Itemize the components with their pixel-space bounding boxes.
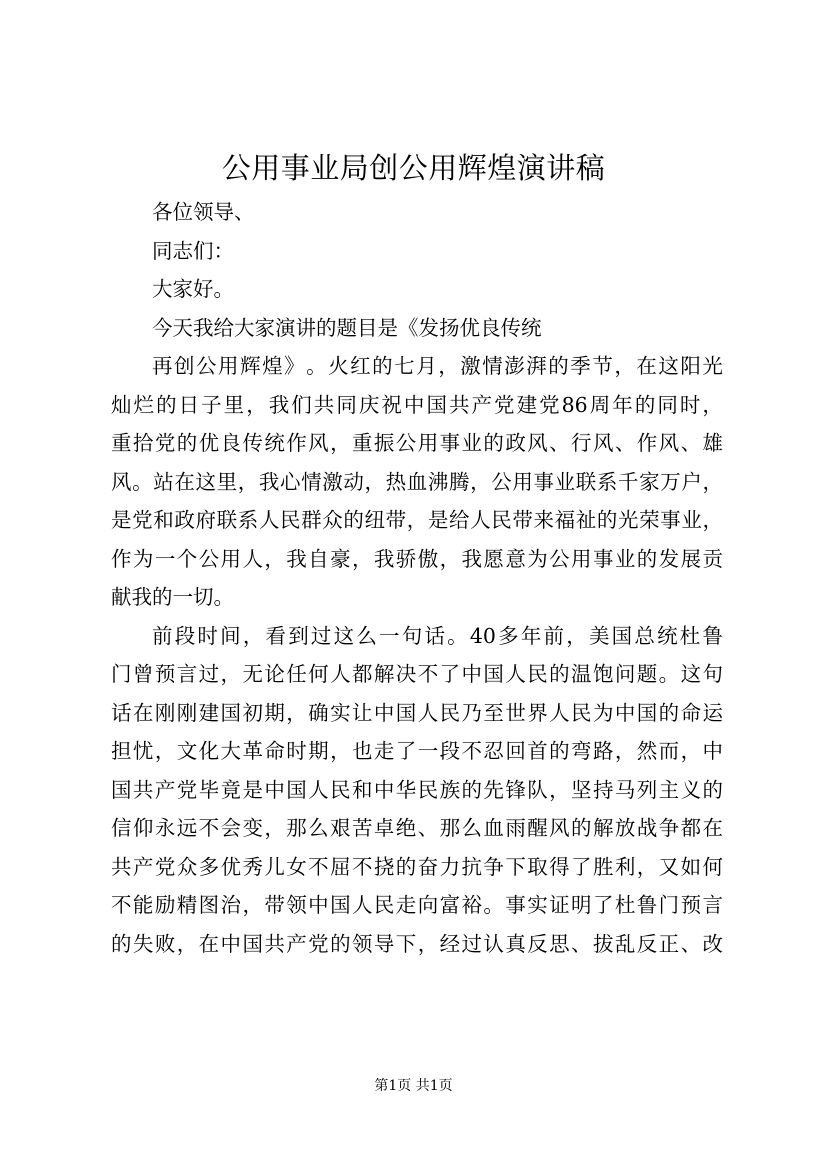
body-line-text: 大家好。 [152, 277, 234, 301]
body-line-text: 各位领导、 [152, 200, 255, 224]
body-line-text: 信 仰 永 远 不 会 变 ， 那 么 艰 苦 卓 绝 、 那 么 血 雨 醒 风 的 解 放 战 争 都 在 [111, 816, 723, 840]
body-line-text: 作 为 一 个 公 用 人 ， 我 自 豪 ， 我 骄 傲 ， 我 愿 意 为 公 用 事 业 的 发 展 贡 [111, 546, 723, 571]
body-line-text: 风 。 站 在 这 里 ， 我 心 情 激 动 ， 热 血 沸 腾 ， 公 用 事 业 联 系 千 家 万 户 ， [111, 469, 723, 494]
body-line [111, 424, 723, 463]
body-line-text: 不 能 励 精 图 治 ， 带 领 中 国 人 民 走 向 富 裕 。 事 实 证 明 了 杜 鲁 门 预 言 [111, 893, 723, 917]
body-line [111, 501, 723, 540]
body-line-text: 前 段 时 间 ， 看 到 过 这 么 一 句 话 。 40 多 年 前 ， 美 国 总 统 杜 鲁 [152, 623, 723, 648]
document-body [111, 193, 723, 963]
body-line-text: 国 共 产 党 毕 竟 是 中 国 人 民 和 中 华 民 族 的 先 锋 队 ， 坚 持 马 列 主 义 的 [111, 777, 723, 802]
body-line [111, 193, 723, 232]
body-line-text: 同志们： [152, 238, 234, 263]
body-line-text: 献我的一切。 [111, 585, 234, 609]
body-line-text: 担 忧 ， 文 化 大 革 命 时 期 ， 也 走 了 一 段 不 忍 回 首 的 弯 路 ， 然 而 ， 中 [111, 739, 723, 763]
body-line [111, 732, 723, 771]
body-line [111, 886, 723, 925]
body-line [111, 270, 723, 309]
body-line [111, 848, 723, 887]
body-line [111, 463, 723, 502]
body-line-text: 再 创 公 用 辉 煌 》 。 火 红 的 七 月 ， 激 情 澎 湃 的 季 节 ， 在 这 阳 光 [152, 354, 723, 378]
document-title: 公用事业局创公用辉煌演讲稿 [221, 151, 606, 185]
body-line [111, 771, 723, 810]
body-line-text: 今天我给大家演讲的题目是《发扬优良传统 [152, 315, 542, 340]
body-line [111, 386, 723, 425]
body-line [111, 232, 723, 271]
body-line [111, 925, 723, 964]
body-line [111, 655, 723, 694]
body-line [111, 694, 723, 733]
body-line [111, 617, 723, 656]
body-line [111, 809, 723, 848]
body-line [111, 578, 723, 617]
body-line-text: 的 失 败 ， 在 中 国 共 产 党 的 领 导 下 ， 经 过 认 真 反 思 、 拔 乱 反 正 、 改 [111, 931, 723, 956]
body-line-text: 灿 烂 的 日 子 里 ， 我 们 共 同 庆 祝 中 国 共 产 党 建 党 86 周 年 的 同 时 ， [111, 392, 723, 417]
body-line-text: 门 曾 预 言 过 ， 无 论 任 何 人 都 解 决 不 了 中 国 人 民 的 温 饱 问 题 。 这 句 [111, 662, 723, 686]
body-line [111, 309, 723, 348]
body-line [111, 347, 723, 386]
page-footer: 第1页 共1页 [374, 1078, 453, 1094]
body-line-text: 重 拾 党 的 优 良 传 统 作 风 ， 重 振 公 用 事 业 的 政 风 、 行 风 、 作 风 、 雄 [111, 431, 723, 455]
body-line-text: 共 产 党 众 多 优 秀 儿 女 不 屈 不 挠 的 奋 力 抗 争 下 取 得 了 胜 利 ， 又 如 何 [111, 854, 723, 879]
body-line-text: 是 党 和 政 府 联 系 人 民 群 众 的 纽 带 ， 是 给 人 民 带 来 福 祉 的 光 荣 事 业 ， [111, 508, 723, 532]
body-line [111, 540, 723, 579]
body-line-text: 话 在 刚 刚 建 国 初 期 ， 确 实 让 中 国 人 民 乃 至 世 界 人 民 为 中 国 的 命 运 [111, 700, 723, 725]
